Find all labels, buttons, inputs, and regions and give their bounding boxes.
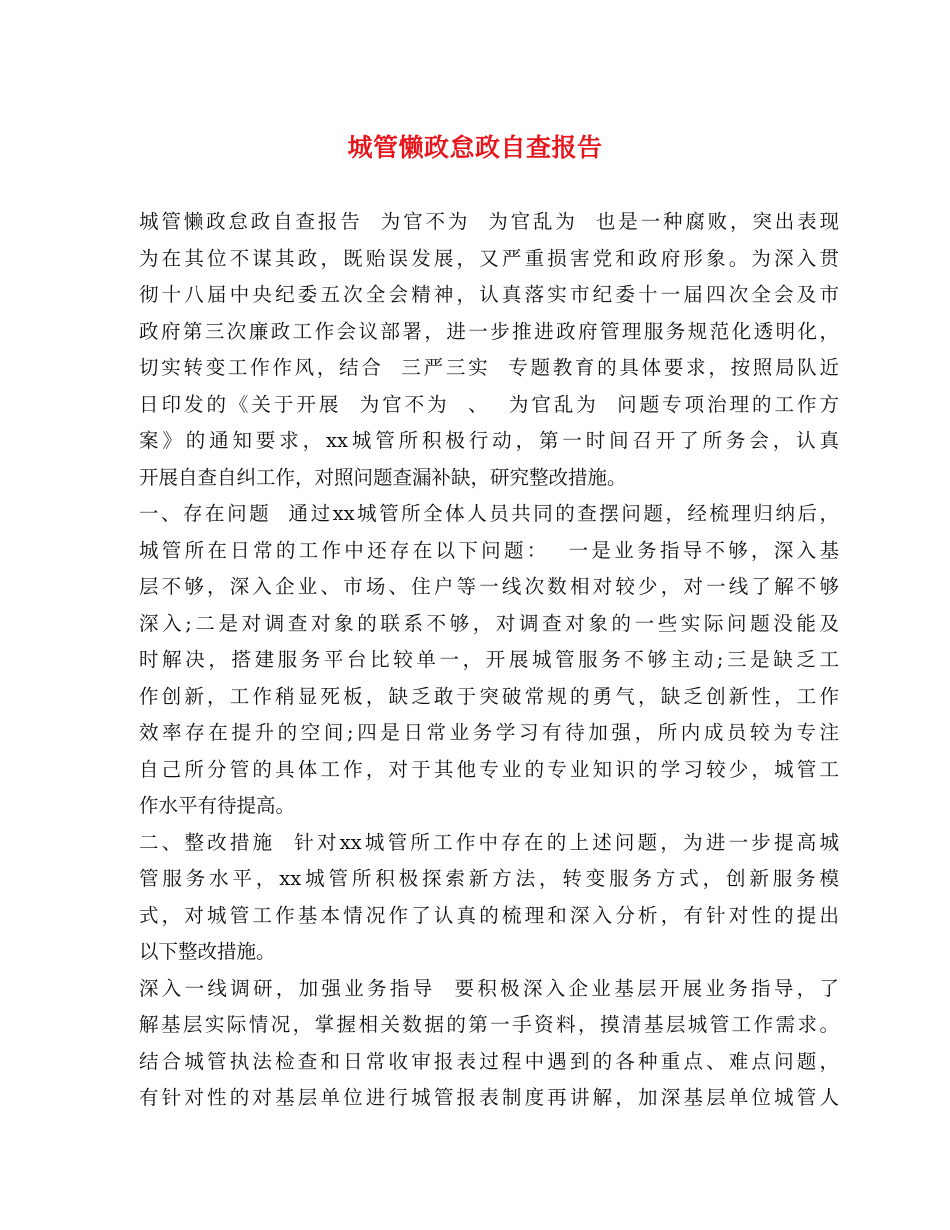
document-body xyxy=(139,204,839,1117)
text-line: 时解决，搭建服务平台比较单一，开展城管服务不够主动;三是缺乏工 xyxy=(139,648,839,671)
text-line: 城管懒政怠政自查报告 为官不为 为官乱为 也是一种腐败，突出表现 xyxy=(139,210,839,233)
text-line: 自己所分管的具体工作，对于其他专业的专业知识的学习较少，城管工 xyxy=(139,757,839,781)
text-line: 二、整改措施 针对xx城管所工作中存在的上述问题，为进一步提高城 xyxy=(139,830,839,854)
document-title: 城管懒政怠政自查报告 xyxy=(347,133,603,162)
text-line: 解基层实际情况，掌握相关数据的第一手资料，摸清基层城管工作需求。 xyxy=(139,1013,839,1036)
text-line: 作水平有待提高。 xyxy=(139,794,296,817)
text-line: 案》的通知要求，xx城管所积极行动，第一时间召开了所务会，认真 xyxy=(139,429,839,452)
text-line: 政府第三次廉政工作会议部署，进一步推进政府管理服务规范化透明化， xyxy=(139,319,839,343)
text-line: 效率存在提升的空间;四是日常业务学习有待加强，所内成员较为专注 xyxy=(139,721,839,744)
text-line: 有针对性的对基层单位进行城管报表制度再讲解，加深基层单位城管人 xyxy=(139,1086,839,1109)
text-line: 一、存在问题 通过xx城管所全体人员共同的查摆问题，经梳理归纳后， xyxy=(139,502,839,525)
text-line: 日印发的《关于开展 为官不为 、 为官乱为 问题专项治理的工作方 xyxy=(139,392,839,416)
text-line: 深入一线调研，加强业务指导 要积极深入企业基层开展业务指导，了 xyxy=(139,976,839,1000)
text-line: 城管所在日常的工作中还存在以下问题： 一是业务指导不够，深入基 xyxy=(139,538,839,562)
text-line: 作创新，工作稍显死板，缺乏敢于突破常规的勇气，缺乏创新性，工作 xyxy=(139,684,839,708)
text-line: 以下整改措施。 xyxy=(139,940,276,963)
text-line: 管服务水平，xx城管所积极探索新方法，转变服务方式，创新服务模 xyxy=(139,867,839,890)
text-line: 深入;二是对调查对象的联系不够，对调查对象的一些实际问题没能及 xyxy=(139,611,839,635)
text-line: 层不够，深入企业、市场、住户等一线次数相对较少，对一线了解不够 xyxy=(139,575,839,598)
text-line: 切实转变工作作风，结合 三严三实 专题教育的具体要求，按照局队近 xyxy=(139,356,839,379)
text-line: 结合城管执法检查和日常收审报表过程中遇到的各种重点、难点问题， xyxy=(139,1049,839,1073)
text-line: 为在其位不谋其政，既贻误发展，又严重损害党和政府形象。为深入贯 xyxy=(139,246,839,270)
text-line: 彻十八届中央纪委五次全会精神，认真落实市纪委十一届四次全会及市 xyxy=(139,283,839,306)
text-line: 式，对城管工作基本情况作了认真的梳理和深入分析，有针对性的提出 xyxy=(139,903,839,927)
text-line: 开展自查自纠工作，对照问题查漏补缺，研究整改措施。 xyxy=(139,465,627,489)
